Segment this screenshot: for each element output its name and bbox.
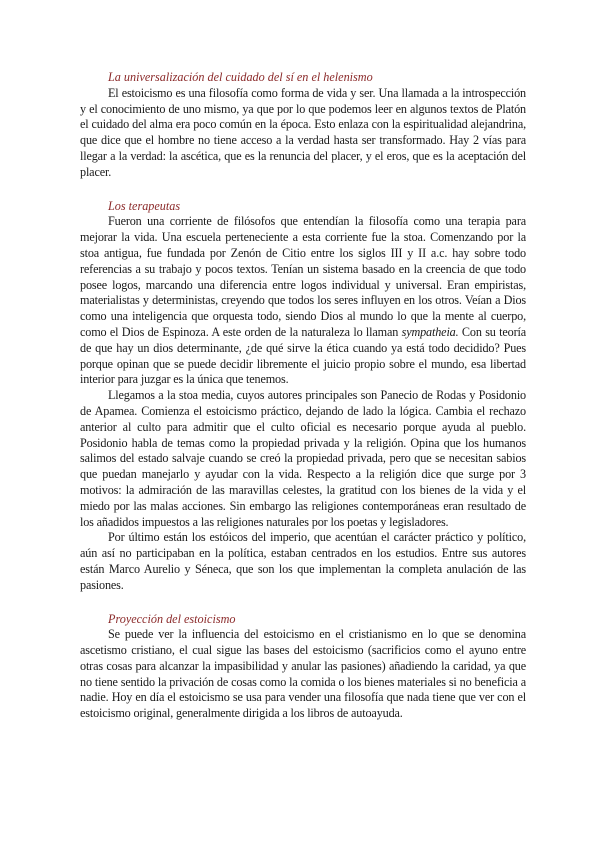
section-heading: La universalización del cuidado del sí en el helenismo <box>108 70 373 84</box>
section-heading: Proyección del estoicismo <box>108 611 236 626</box>
paragraph: Se puede ver la influencia del estoicismo en el cristianismo en lo que se denomina ascetismo cristiano, el cual sigue las bases del estoicismo (sacrificios como el ayuno entre otras cosas para alcanzar la impasibilidad y anular las pasiones) añadiendo la caridad, ya que no tiene sentido la privación de cosas como la comida o los bienes materiales si no beneficia a nadie. Hoy en día el estoicismo se usa para vender una filosofía que nada tiene que ver con el estoicismo original, generalmente dirigida a los libros de autoayuda. <box>80 627 526 721</box>
section-proyeccion <box>80 612 526 723</box>
section-helenismo <box>80 70 526 181</box>
document-page <box>80 70 526 740</box>
paragraph: Llegamos a la stoa media, cuyos autores principales son Panecio de Rodas y Posidonio de Apamea. Comienza el estoicismo práctico, dejando de lado la lógica. Cambia el rechazo anterior al culto para admitir que el culto oficial es necesario porque ayuda al pueblo. Posidonio habla de temas como la propiedad privada y la religión. Opina que los humanos salimos del estado salvaje cuando se creó la propiedad privada, pero que se necesitan sabios que puedan manejarlo y ayudar con la vida. Respecto a la religión dice que surge por 3 motivos: la admiración de las maravillas celestes, la gratitud con los bienes de la vida y el miedo por las malas acciones. Sin embargo las religiones contemporáneas eran resultado de los añadidos impuestos a las religiones naturales por los poetas y legisladores. <box>80 388 526 529</box>
section-heading: Los terapeutas <box>108 198 181 213</box>
section-terapeutas <box>80 199 526 594</box>
paragraph: El estoicismo es una filosofía como forma de vida y ser. Una llamada a la introspección y el conocimiento de uno mismo, ya que por lo que podemos leer en algunos textos de Platón el cuidado del alma era poco común en la época. Esto enlaza con la espiritualidad alejandrina, que dice que el hombre no tiene acceso a la verdad hasta ser transformado. Hay 2 vías para llegar a la verdad: la ascética, que es la renuncia del placer, y el eros, que es la aceptación del placer. <box>80 85 526 179</box>
paragraph-text: Con su teoría de que hay un dios determinante, ¿de qué sirve la ética cuando ya está todo decidido? Pues porque opinan que se puede decidir libremente el juicio propio sobre el mundo, esa libertad interior para juzgar es la única que tenemos. <box>80 324 526 387</box>
paragraph-text: Fueron una corriente de filósofos que entendían la filosofía como una terapia para mejorar la vida. Una escuela perteneciente a esta corriente fue la stoa. Comenzando por la stoa antigua, fue fundada por Zenón de Citio entre los siglos III y II a.c. hay sobre todo referencias a su trabajo y pocos textos. Tenían un sistema basado en la creencia de que todo posee logos, marcando una diferencia entre logos individual y universal. Eran empiristas, materialistas y deterministas, creyendo que todos los seres influyen en los otros. Veían a Dios como una inteligencia que orquesta todo, siendo Dios al mundo lo que la mente al cuerpo, como el Dios de Espinoza. A este orden de la naturaleza lo llaman <box>80 214 526 339</box>
paragraph <box>80 214 526 388</box>
italic-term: sympatheia. <box>401 324 459 339</box>
paragraph: Por último están los estóicos del imperio, que acentúan el carácter práctico y político, aún así no participaban en la política, estaban centrados en los estudios. Entre sus autores están Marco Aurelio y Séneca, que son los que implementan la completa anulación de las pasiones. <box>80 530 526 592</box>
